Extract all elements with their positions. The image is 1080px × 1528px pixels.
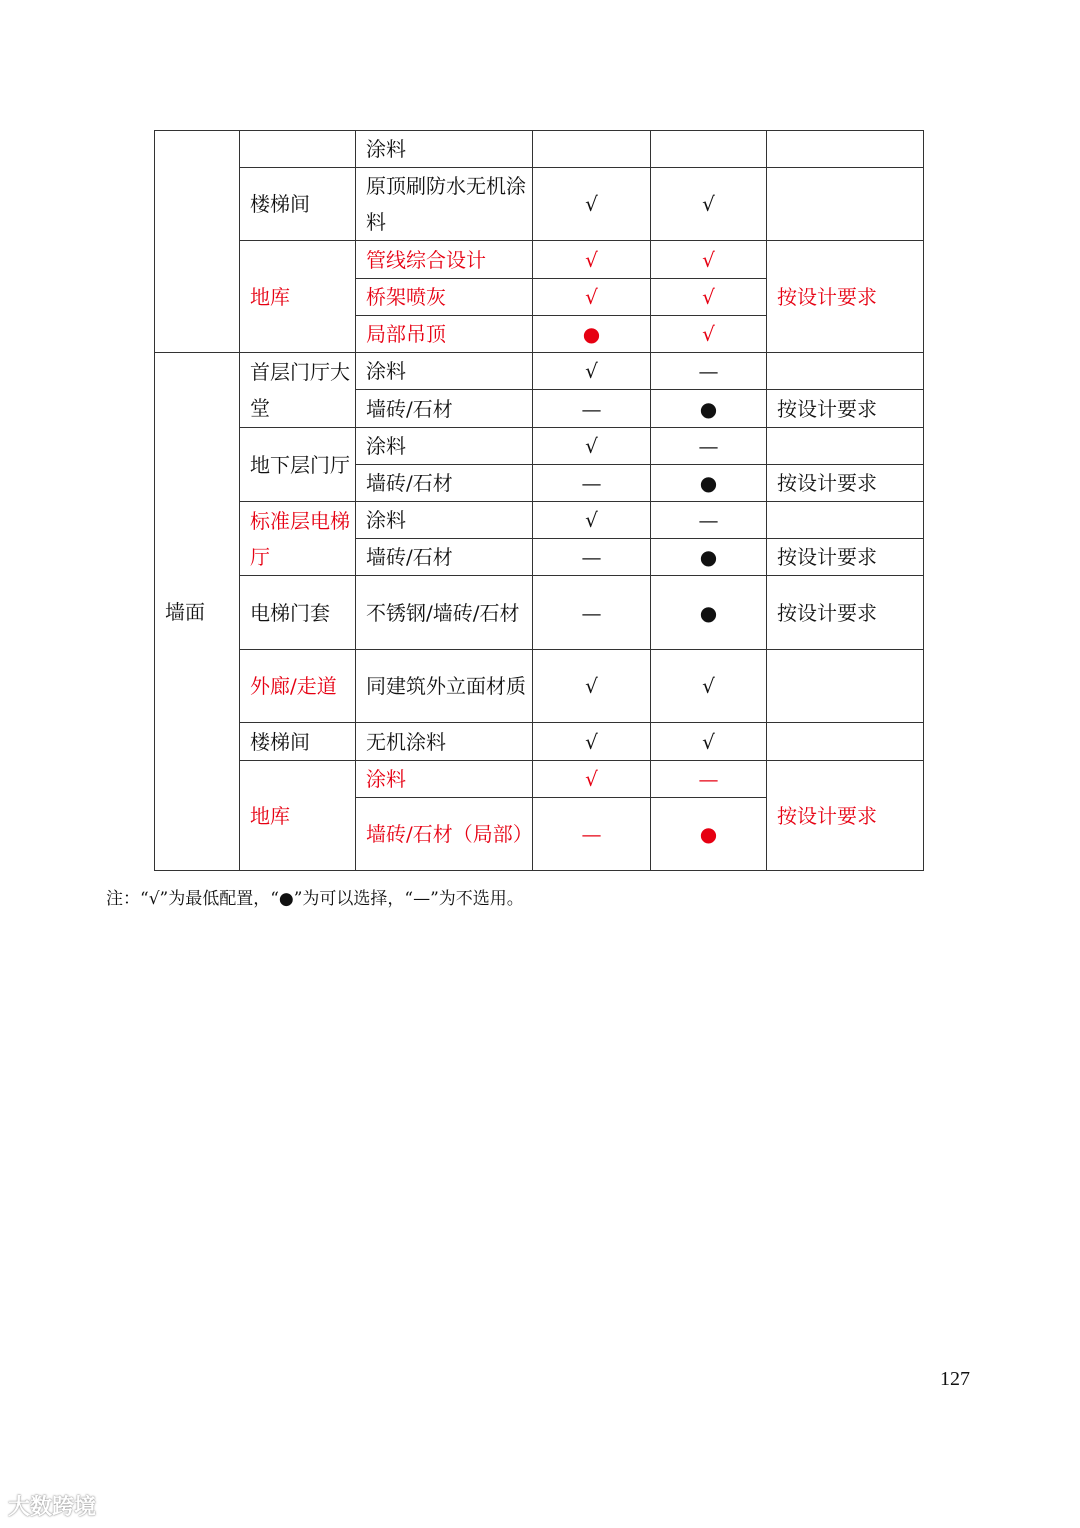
table-row	[155, 502, 924, 539]
optional-cell: √	[651, 279, 767, 316]
material-cell: 墙砖/石材	[356, 539, 533, 576]
min-config-cell: ●	[533, 316, 651, 353]
location-cell: 首层门厅大堂	[240, 353, 356, 428]
remark-cell	[767, 168, 924, 241]
material-cell: 无机涂料	[356, 723, 533, 761]
location-cell: 地下层门厅	[240, 428, 356, 502]
min-config-cell: —	[533, 576, 651, 650]
location-cell: 楼梯间	[240, 723, 356, 761]
min-config-cell	[533, 131, 651, 168]
material-cell: 涂料	[356, 502, 533, 539]
table-row	[155, 650, 924, 723]
optional-cell: √	[651, 650, 767, 723]
location-cell: 电梯门套	[240, 576, 356, 650]
location-cell: 地库	[240, 761, 356, 871]
material-cell: 不锈钢/墙砖/石材	[356, 576, 533, 650]
optional-cell: √	[651, 723, 767, 761]
min-config-cell: —	[533, 539, 651, 576]
material-cell: 墙砖/石材（局部）	[356, 798, 533, 871]
group-cell-wall: 墙面	[155, 353, 240, 871]
material-cell: 同建筑外立面材质	[356, 650, 533, 723]
page-number: 127	[940, 1368, 970, 1390]
remark-cell: 按设计要求	[767, 761, 924, 871]
table-row	[155, 353, 924, 390]
min-config-cell: √	[533, 650, 651, 723]
optional-cell: ●	[651, 576, 767, 650]
watermark-logo: 大数跨境	[8, 1495, 97, 1520]
remark-cell	[767, 650, 924, 723]
optional-cell: ●	[651, 798, 767, 871]
remark-cell: 按设计要求	[767, 465, 924, 502]
min-config-cell: √	[533, 353, 651, 390]
min-config-cell: —	[533, 798, 651, 871]
remark-cell: 按设计要求	[767, 241, 924, 353]
optional-cell: —	[651, 761, 767, 798]
material-cell: 涂料	[356, 761, 533, 798]
finish-config-table	[154, 130, 924, 871]
optional-cell: —	[651, 428, 767, 465]
group-cell-ceiling	[155, 131, 240, 353]
material-cell: 涂料	[356, 428, 533, 465]
optional-cell: ●	[651, 539, 767, 576]
optional-cell: ●	[651, 390, 767, 428]
optional-cell: √	[651, 241, 767, 279]
optional-cell: ●	[651, 465, 767, 502]
material-cell: 局部吊顶	[356, 316, 533, 353]
remark-cell: 按设计要求	[767, 576, 924, 650]
optional-cell: —	[651, 502, 767, 539]
remark-cell	[767, 428, 924, 465]
location-cell: 外廊/走道	[240, 650, 356, 723]
table-row	[155, 241, 924, 279]
location-cell: 地库	[240, 241, 356, 353]
remark-cell: 按设计要求	[767, 390, 924, 428]
material-cell: 墙砖/石材	[356, 465, 533, 502]
remark-cell	[767, 131, 924, 168]
optional-cell: —	[651, 353, 767, 390]
min-config-cell: —	[533, 465, 651, 502]
optional-cell: √	[651, 316, 767, 353]
table-row	[155, 168, 924, 241]
min-config-cell: √	[533, 428, 651, 465]
material-cell: 桥架喷灰	[356, 279, 533, 316]
min-config-cell: —	[533, 390, 651, 428]
remark-cell: 按设计要求	[767, 539, 924, 576]
table-row	[155, 761, 924, 798]
location-cell: 标准层电梯厅	[240, 502, 356, 576]
material-cell: 涂料	[356, 353, 533, 390]
location-cell	[240, 131, 356, 168]
min-config-cell: √	[533, 761, 651, 798]
min-config-cell: √	[533, 241, 651, 279]
material-cell: 管线综合设计	[356, 241, 533, 279]
table-row	[155, 576, 924, 650]
min-config-cell: √	[533, 502, 651, 539]
table-row	[155, 723, 924, 761]
min-config-cell: √	[533, 168, 651, 241]
table-footnote: 注：“√”为最低配置，“●”为可以选择，“—”为不选用。	[106, 889, 524, 909]
table-row	[155, 428, 924, 465]
optional-cell: √	[651, 168, 767, 241]
min-config-cell: √	[533, 723, 651, 761]
material-cell: 墙砖/石材	[356, 390, 533, 428]
material-cell: 涂料	[356, 131, 533, 168]
optional-cell	[651, 131, 767, 168]
min-config-cell: √	[533, 279, 651, 316]
table-row	[155, 131, 924, 168]
remark-cell	[767, 723, 924, 761]
location-cell: 楼梯间	[240, 168, 356, 241]
remark-cell	[767, 502, 924, 539]
material-cell: 原顶刷防水无机涂料	[356, 168, 533, 241]
remark-cell	[767, 353, 924, 390]
